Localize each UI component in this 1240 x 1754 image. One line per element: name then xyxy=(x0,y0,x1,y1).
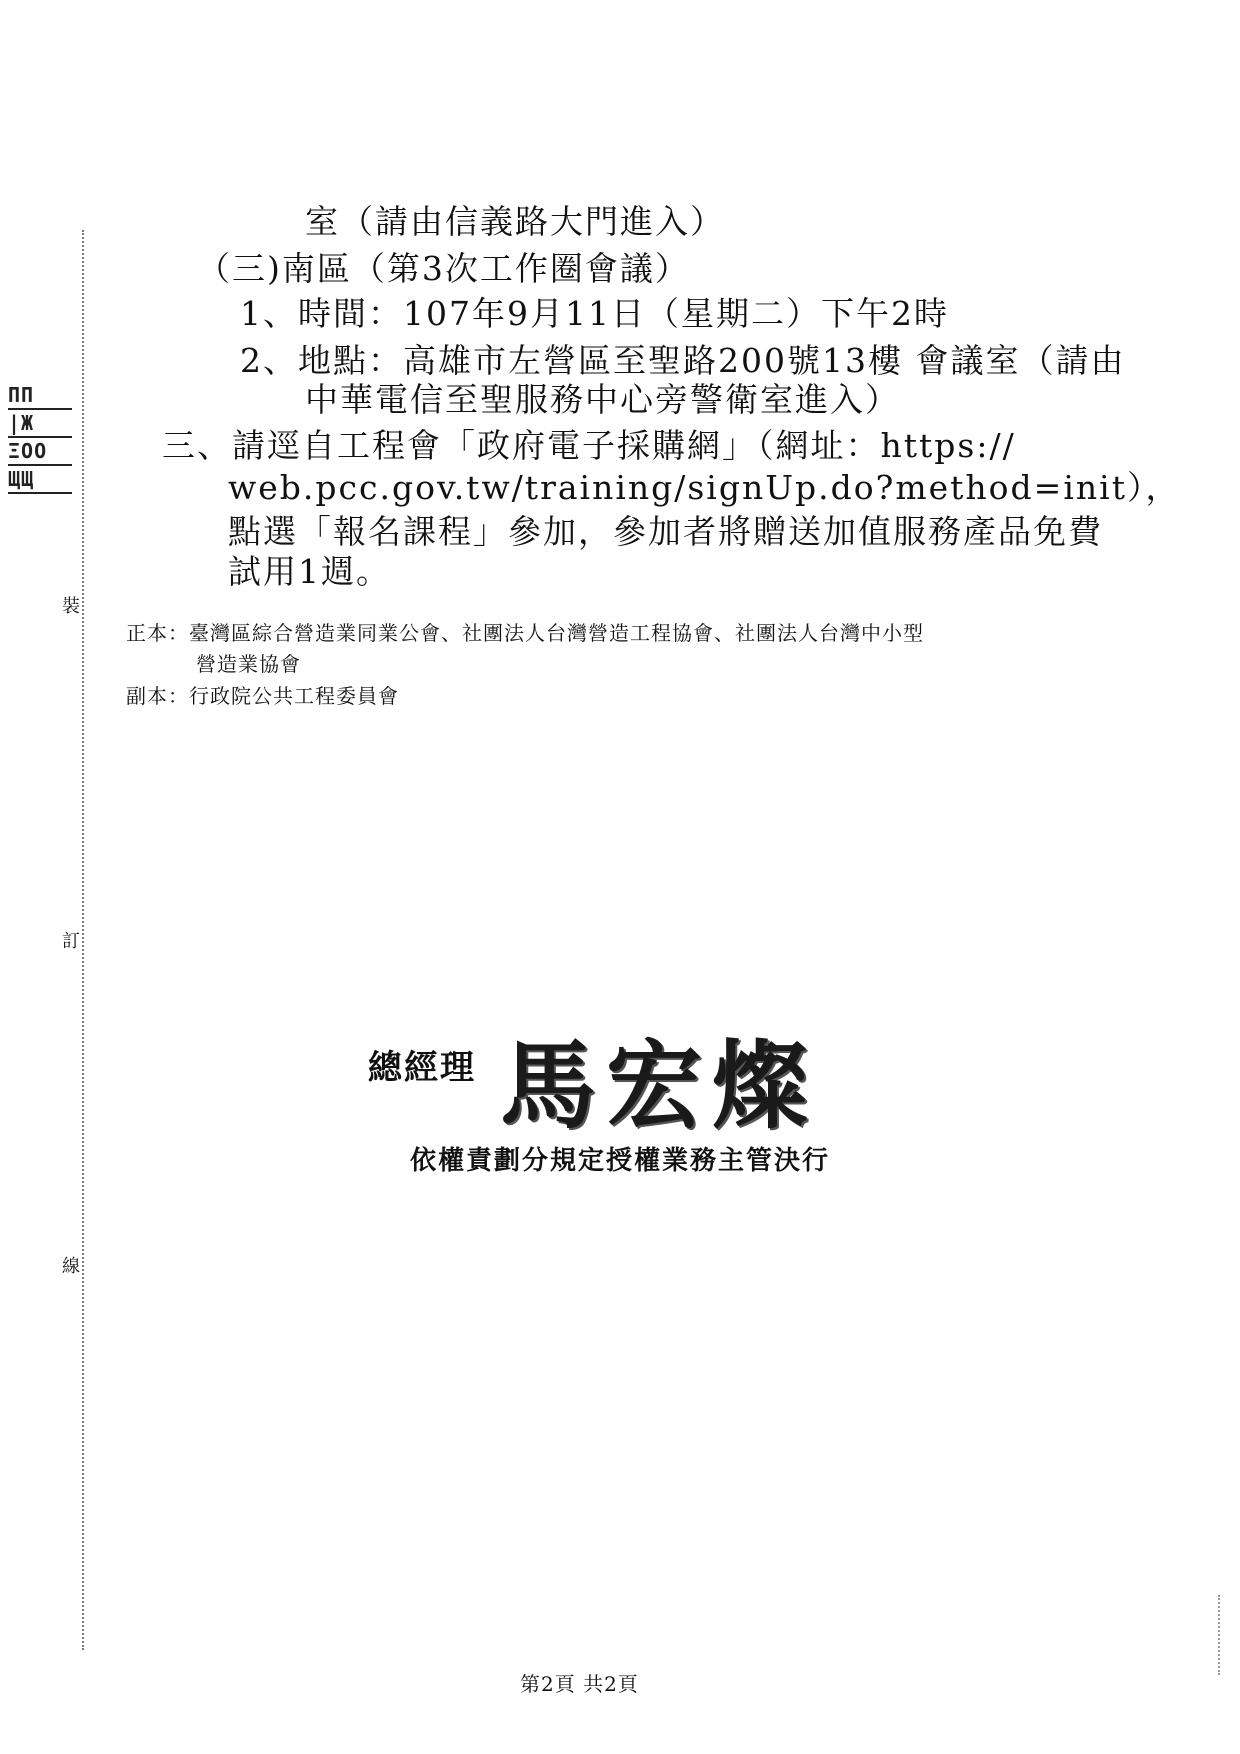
signer-name-signature: 馬宏燦 xyxy=(500,1029,818,1142)
stamp-line: ΠΠ xyxy=(8,382,72,410)
page-number: 第2頁 共2頁 xyxy=(520,1672,639,1696)
stamp-line: ЩЩ xyxy=(8,466,72,494)
stamp-line: ΞOO xyxy=(8,438,72,466)
body-line-1: 室（請由信義路大門進入） xyxy=(305,202,725,241)
body-line-8: 點選「報名課程」參加，參加者將贈送加值服務產品免費 xyxy=(228,512,1103,551)
body-line-4: 2、地點：高雄市左營區至聖路200號13樓 會議室（請由 xyxy=(240,341,1126,380)
copy-recipients: 副本：行政院公共工程委員會 xyxy=(126,684,399,708)
body-line-9: 試用1週。 xyxy=(228,552,391,591)
body-line-6: 三、請逕自工程會「政府電子採購網」（網址：https:// xyxy=(162,426,1016,465)
body-line-7: web.pcc.gov.tw/training/signUp.do?method=init）， xyxy=(228,468,1181,507)
body-line-2: （三)南區（第3次工作圈會議） xyxy=(197,249,690,288)
signer-title: 總經理 xyxy=(368,1048,476,1088)
bind-label-xian: 線 xyxy=(62,1250,80,1280)
delegation-note: 依權責劃分規定授權業務主管決行 xyxy=(410,1146,831,1176)
bind-label-zhuang: 裝 xyxy=(62,590,80,620)
primary-recipients-cont: 營造業協會 xyxy=(196,652,301,676)
right-edge-marks xyxy=(1218,1595,1220,1675)
body-line-3: 1、時間：107年9月11日（星期二）下午2時 xyxy=(240,294,949,333)
primary-recipients: 正本：臺灣區綜合營造業同業公會、社團法人台灣營造工程協會、社團法人台灣中小型 xyxy=(126,621,924,645)
binding-dotted-line xyxy=(82,230,84,1650)
body-line-5: 中華電信至聖服務中心旁警衛室進入） xyxy=(305,380,900,419)
margin-stamp xyxy=(8,382,72,498)
stamp-line: |Ж xyxy=(8,410,72,438)
bind-label-ding: 訂 xyxy=(62,925,80,955)
